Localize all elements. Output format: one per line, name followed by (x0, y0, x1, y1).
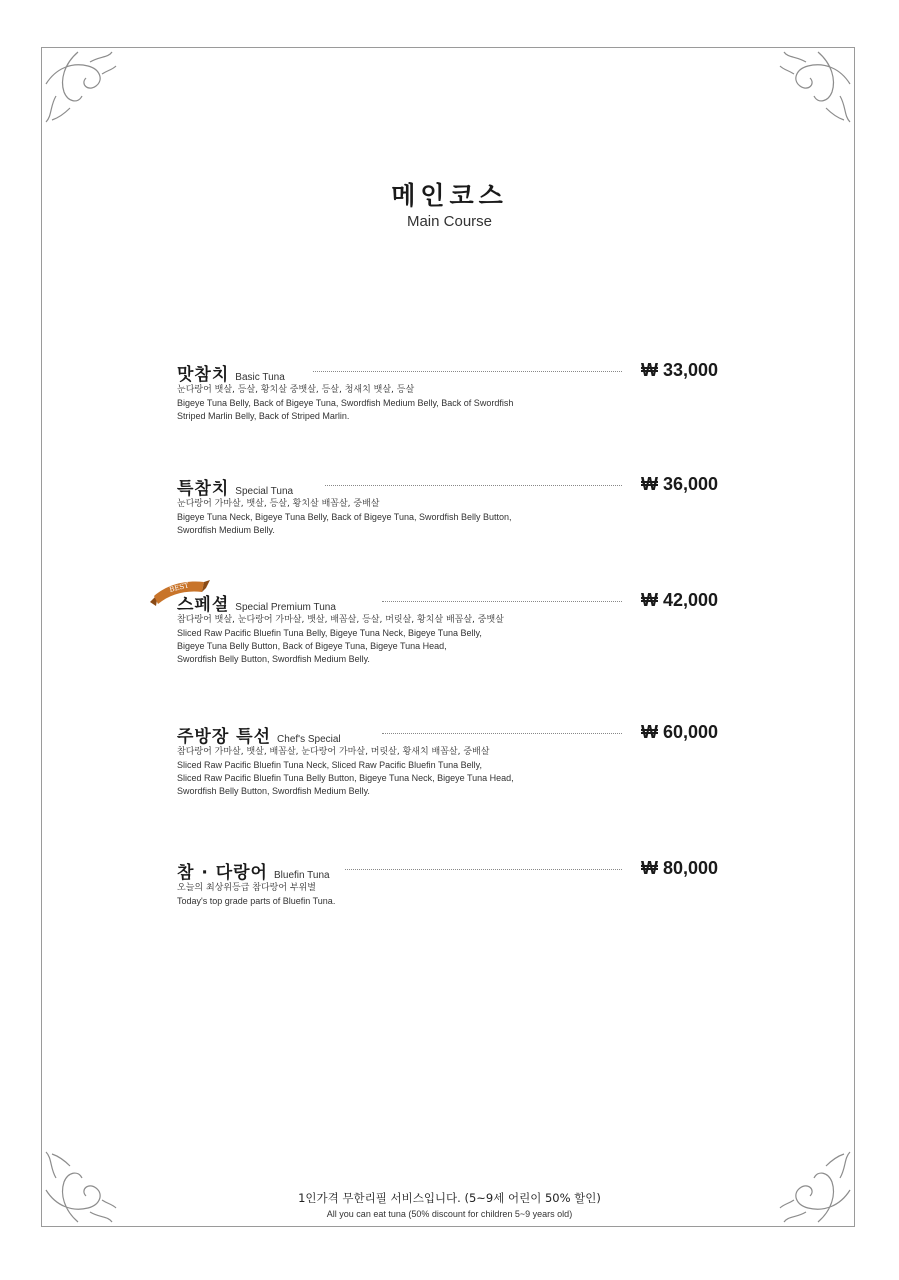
menu-item-desc-en: Swordfish Belly Button, Swordfish Medium Belly. (177, 654, 370, 664)
menu-item-price: ₩ 33,000 (640, 360, 718, 380)
menu-item-desc-ko: 참다랑어 뱃살, 눈다랑어 가마살, 뱃살, 배꼽살, 등살, 머릿살, 황치살 배꼽살, 중뱃살 (177, 615, 504, 625)
menu-item-special-tuna (177, 474, 722, 537)
corner-ornament-top-left (42, 48, 132, 138)
menu-item-name-en: Special Premium Tuna (235, 602, 336, 613)
dotted-leader (345, 869, 622, 870)
dotted-leader (382, 601, 622, 602)
dotted-leader (313, 371, 622, 372)
menu-item-price: ₩ 42,000 (640, 590, 718, 610)
menu-item-desc-ko: 눈다랑어 뱃살, 등살, 황치살 중뱃살, 등살, 청새치 뱃살, 등살 (177, 385, 415, 395)
menu-item-name: 스페셜 Special Premium Tuna (177, 595, 336, 615)
best-badge-label: BEST (168, 581, 190, 594)
menu-item-desc-en: Sliced Raw Pacific Bluefin Tuna Belly, Bigeye Tuna Neck, Bigeye Tuna Belly, (177, 628, 482, 638)
menu-item-desc-en: Sliced Raw Pacific Bluefin Tuna Neck, Sliced Raw Pacific Bluefin Tuna Belly, (177, 760, 482, 770)
menu-item-desc-ko: 눈다랑어 가마살, 뱃살, 등살, 황치살 배꼽살, 중배살 (177, 499, 380, 509)
dotted-leader (325, 485, 622, 486)
menu-item-name-en: Special Tuna (235, 486, 294, 497)
menu-item-desc-en: Sliced Raw Pacific Bluefin Tuna Belly Button, Bigeye Tuna Neck, Bigeye Tuna Head, (177, 773, 514, 783)
menu-item-desc-en: Today's top grade parts of Bluefin Tuna. (177, 896, 336, 906)
menu-item-desc-en: Bigeye Tuna Belly Button, Back of Bigeye Tuna, Bigeye Tuna Head, (177, 641, 447, 651)
page-subtitle: Main Course (406, 213, 493, 230)
menu-item-name: 특참치 Special Tuna (177, 479, 294, 499)
menu-item-chefs-special (177, 722, 722, 798)
menu-item-name: 맛참치 Basic Tuna (177, 365, 285, 385)
page-title: 메인코스 (391, 181, 508, 210)
menu-item-desc-en: Striped Marlin Belly, Back of Striped Marlin. (177, 411, 350, 421)
menu-item-special-premium-tuna (177, 590, 722, 666)
menu-item-desc-en: Swordfish Medium Belly. (177, 525, 275, 535)
menu-item-name: 참 · 다랑어 Bluefin Tuna (177, 863, 330, 883)
menu-item-price: ₩ 36,000 (640, 474, 718, 494)
menu-item-desc-en: Swordfish Belly Button, Swordfish Medium Belly. (177, 786, 370, 796)
menu-item-basic-tuna (177, 360, 722, 423)
menu-item-price: ₩ 80,000 (640, 858, 718, 878)
menu-item-desc-en: Bigeye Tuna Neck, Bigeye Tuna Belly, Back of Bigeye Tuna, Swordfish Belly Button, (177, 512, 512, 522)
menu-item-desc-en: Bigeye Tuna Belly, Back of Bigeye Tuna, Swordfish Medium Belly, Back of Swordfish (177, 398, 514, 408)
menu-item-desc-ko: 참다랑어 가마살, 뱃살, 배꼽살, 눈다랑어 가마살, 머릿살, 황새치 배꼽살, 중배살 (177, 747, 490, 757)
corner-ornament-top-right (764, 48, 854, 138)
menu-item-name-en: Chef's Special (277, 734, 341, 745)
menu-item-bluefin-tuna (177, 858, 722, 908)
footer-note-ko: 1인가격 무한리필 서비스입니다. (5~9세 어린이 50% 할인) (298, 1191, 601, 1205)
footer-note-en: All you can eat tuna (50% discount for children 5~9 years old) (326, 1209, 573, 1219)
dotted-leader (382, 733, 622, 734)
menu-item-name: 주방장 특선 Chef's Special (177, 727, 341, 747)
menu-item-name-en: Bluefin Tuna (273, 870, 330, 881)
menu-item-desc-ko: 오늘의 최상위등급 참다랑어 부위별 (177, 883, 316, 893)
menu-item-price: ₩ 60,000 (640, 722, 718, 742)
menu-item-name-en: Basic Tuna (235, 372, 285, 383)
